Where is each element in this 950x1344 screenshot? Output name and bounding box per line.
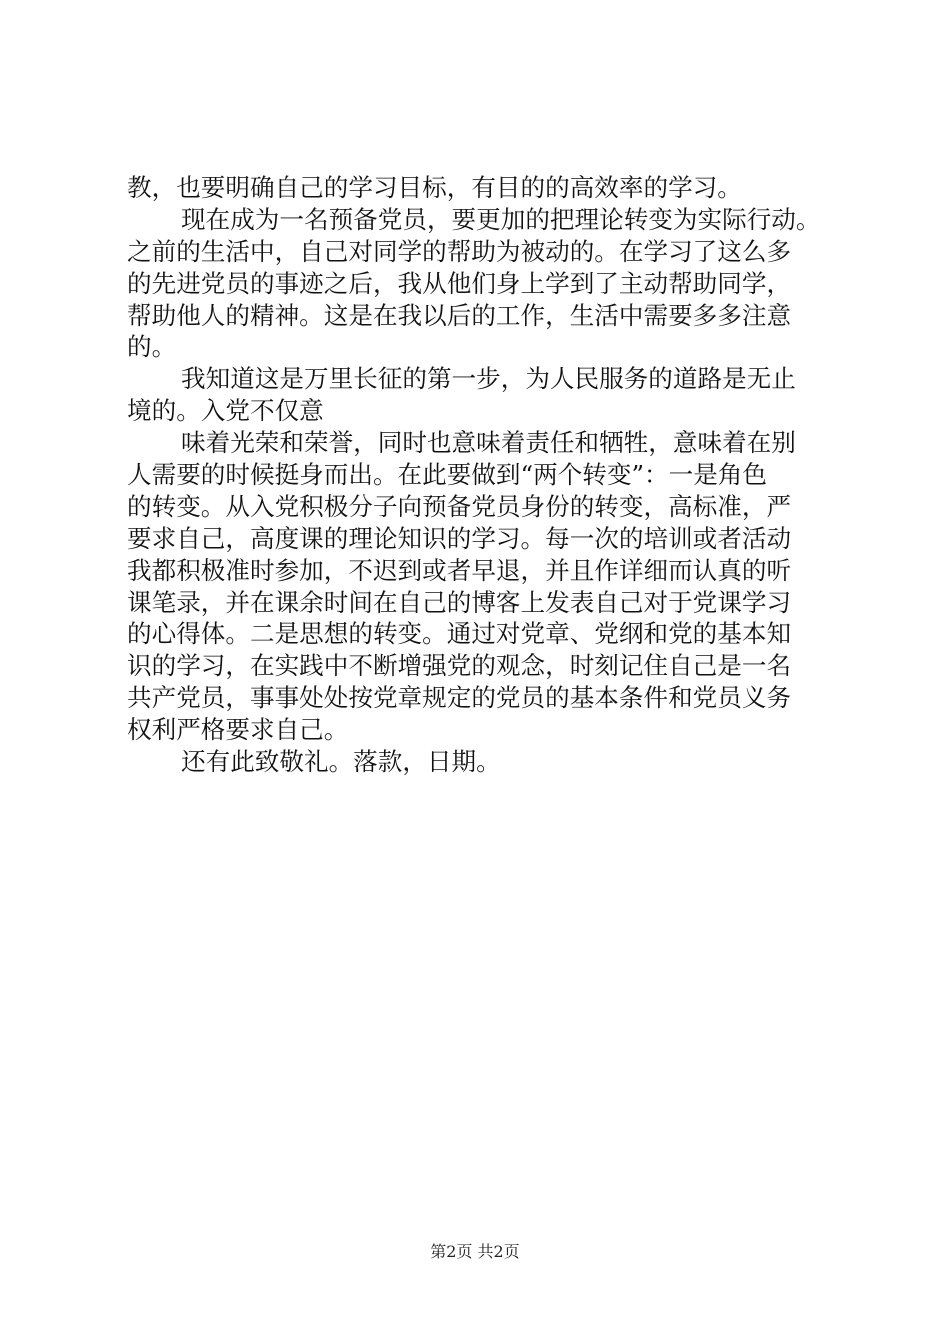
text-line: 我都积极准时参加，不迟到或者早退，并且作详细而认真的听 (127, 555, 792, 585)
text-line: 的先进党员的事迹之后，我从他们身上学到了主动帮助同学， (127, 268, 792, 298)
text-line: 境的。入党不仅意 (127, 396, 324, 426)
text-line: 帮助他人的精神。这是在我以后的工作，生活中需要多多注意 (127, 300, 792, 330)
text-line: 之前的生活中，自己对同学的帮助为被动的。在学习了这么多 (127, 236, 792, 266)
text-line: 的心得体。二是思想的转变。通过对党章、党纲和党的基本知 (127, 619, 792, 649)
text-line: 教，也要明确自己的学习目标，有目的的高效率的学习。 (127, 173, 742, 202)
text-line: 人需要的时候挺身而出。在此要做到“两个转变”：一是角色 (127, 460, 767, 490)
text-line: 的转变。从入党积极分子向预备党员身份的转变，高标准，严 (127, 491, 792, 521)
text-line: 要求自己，高度课的理论知识的学习。每一次的培训或者活动 (127, 523, 792, 553)
text-line: 的。 (127, 332, 177, 362)
text-line: 识的学习，在实践中不断增强党的观念，时刻记住自己是一名 (127, 651, 792, 681)
text-line: 课笔录，并在课余时间在自己的博客上发表自己对于党课学习 (127, 587, 792, 617)
text-line: 共产党员，事事处处按党章规定的党员的基本条件和党员义务 (127, 683, 792, 713)
document-body (127, 172, 827, 778)
text-line: 我知道这是万里长征的第一步，为人民服务的道路是无止 (181, 364, 796, 394)
text-line: 权利严格要求自己。 (127, 715, 349, 745)
page-number-footer: 第2页 共2页 (430, 1242, 520, 1261)
text-line: 还有此致敬礼。落款，日期。 (181, 747, 501, 777)
text-line: 现在成为一名预备党员，要更加的把理论转变为实际行动。 (181, 204, 821, 234)
text-line: 味着光荣和荣誉，同时也意味着责任和牺牲，意味着在别 (181, 428, 796, 458)
